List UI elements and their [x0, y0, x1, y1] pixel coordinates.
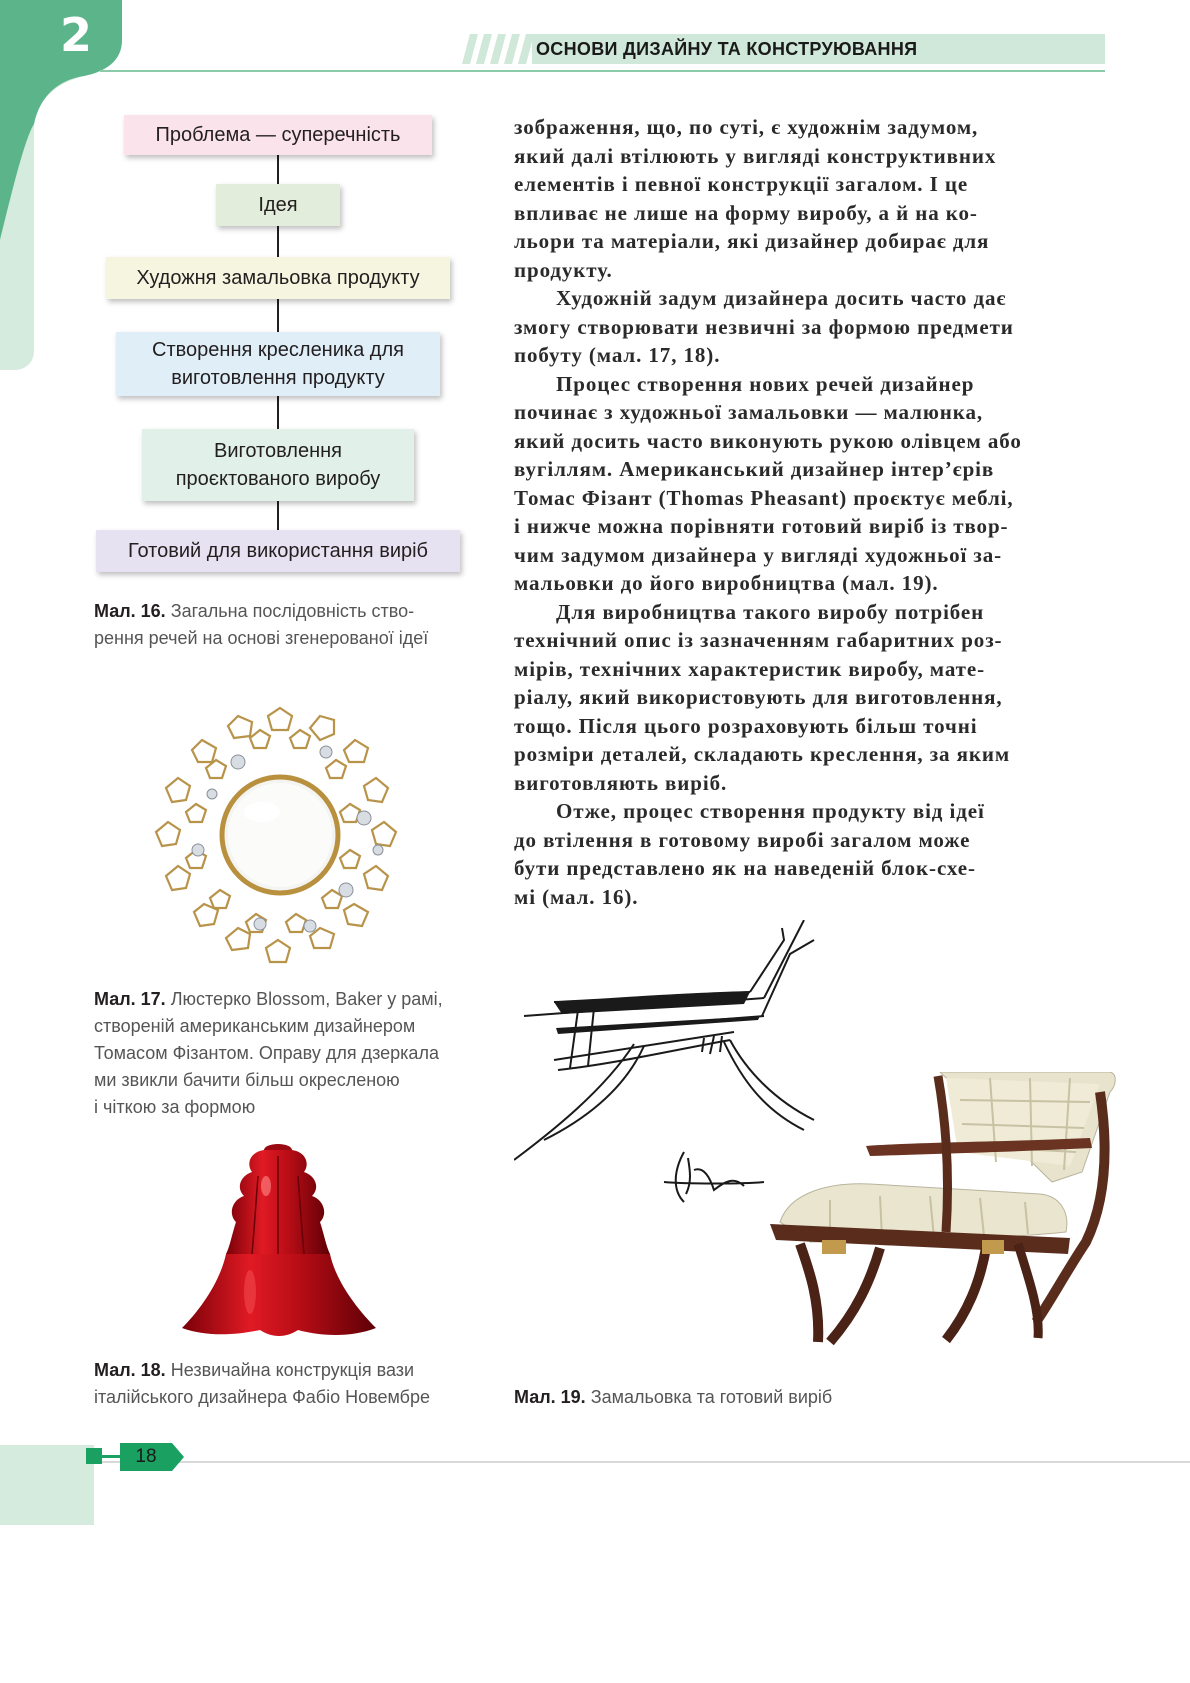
text-line: побуту (мал. 17, 18). — [514, 343, 721, 367]
vase-image — [180, 1142, 380, 1342]
text-line: чим задумом дизайнера у вигляді художньої за- — [514, 542, 1003, 567]
text-line: Для виробництва такого виробу потрібен — [556, 599, 985, 624]
flow-step-label: Готовий для використання виріб — [127, 540, 429, 562]
text-line: зображення, що, по суті, є художнім задумом, — [514, 115, 979, 139]
caption-text: Загальна послідовність ство- — [170, 601, 415, 621]
flow-connector — [277, 396, 279, 429]
armchair-image — [770, 1072, 1120, 1362]
caption-text: італійського дизайнера Фабіо Новембре — [94, 1387, 431, 1407]
caption-text: створеній американським дизайнером — [94, 1016, 416, 1036]
flow-connector — [277, 299, 279, 332]
text-line: який далі втілюють у вигляді конструктивних — [514, 143, 997, 168]
flow-step-label: Ідея — [258, 194, 298, 216]
text-line: тощо. Після цього розраховують більш точні — [514, 713, 978, 738]
body-text — [514, 113, 1106, 911]
footer-divider — [94, 1461, 1190, 1463]
footer-block — [0, 1445, 94, 1525]
figure-label: Мал. 19. — [514, 1387, 586, 1407]
caption-text: рення речей на основі згенерованої ідеї — [94, 628, 429, 648]
text-line: льори та матеріали, які дизайнер добирає для — [514, 229, 990, 253]
header-divider — [100, 70, 1105, 72]
flow-connector — [277, 153, 279, 184]
text-line: Отже, процес створення продукту від ідеї — [556, 799, 985, 823]
flow-step-label: Створення кресленика для — [152, 339, 404, 361]
figure-label: Мал. 18. — [94, 1360, 166, 1380]
text-line: технічний опис із зазначенням габаритних роз- — [514, 628, 1003, 652]
flow-step-problem — [124, 115, 432, 155]
text-line: вугіллям. Американський дизайнер інтер’єрів — [514, 457, 995, 481]
caption-text: Замальовка та готовий виріб — [590, 1387, 833, 1407]
footer-dash — [102, 1455, 120, 1458]
caption-text: Томасом Фізантом. Оправу для дзеркала — [94, 1043, 439, 1063]
flow-step-manufacturing — [142, 429, 414, 501]
figure-19-caption — [514, 1384, 1034, 1411]
flow-step-finished — [96, 530, 460, 572]
text-line: мі (мал. 16). — [514, 884, 639, 909]
text-line: змогу створювати незвичні за формою предмети — [514, 314, 1014, 339]
text-line: продукту. — [514, 257, 613, 282]
flow-step-label: Художня замальовка продукту — [136, 267, 420, 289]
footer-marker — [86, 1448, 102, 1464]
text-line: елементів і певної конструкції загалом. І це — [514, 172, 969, 196]
caption-text: і чіткою за формою — [94, 1097, 256, 1117]
text-line: починає з художньої замальовки — малюнка, — [514, 400, 983, 424]
flow-step-label: Виготовлення — [214, 440, 342, 462]
flow-connector — [277, 501, 279, 530]
text-line: бути представлено як на наведеній блок-схе- — [514, 856, 976, 880]
caption-text: Незвичайна конструкція вази — [170, 1360, 415, 1380]
caption-text: Люстерко Blossom, Baker у рамі, — [170, 989, 443, 1009]
chapter-number: 2 — [59, 8, 92, 62]
page-number: 18 — [135, 1446, 157, 1467]
figure-label: Мал. 16. — [94, 601, 166, 621]
flow-step-idea — [216, 184, 340, 226]
text-line: впливає не лише на форму виробу, а й на ко- — [514, 200, 978, 225]
flow-step-sketch — [106, 257, 450, 299]
header-stripes — [462, 34, 534, 64]
text-line: Томас Фізант (Thomas Pheasant) проєктує меблі, — [514, 485, 1014, 510]
flow-connector — [277, 226, 279, 257]
text-line: і нижче можна порівняти готовий виріб із твор- — [514, 514, 1009, 538]
text-line: ріалу, який використовують для виготовлення, — [514, 685, 1003, 709]
text-line: розміри деталей, складають креслення, за яким — [514, 742, 1011, 766]
text-line: Художній задум дизайнера досить часто дає — [556, 286, 1007, 310]
figure-17-caption — [94, 986, 462, 1121]
section-title: ОСНОВИ ДИЗАЙНУ ТА КОНСТРУЮВАННЯ — [536, 39, 918, 59]
flow-step-label: Проблема — суперечність — [155, 124, 401, 146]
text-line: мірів, технічних характеристик виробу, мате- — [514, 656, 986, 681]
text-line: Процес створення нових речей дизайнер — [556, 371, 975, 396]
flow-step-drawing — [116, 332, 440, 396]
caption-text: ми звикли бачити більш окресленою — [94, 1070, 400, 1090]
text-line: мальовки до його виробництва (мал. 19). — [514, 571, 939, 595]
figure-16-caption — [94, 598, 462, 652]
flow-step-label: виготовлення продукту — [171, 367, 385, 389]
figure-18-caption — [94, 1357, 462, 1411]
text-line: виготовляють виріб. — [514, 770, 728, 795]
text-line: до втілення в готовому виробі загалом може — [514, 827, 971, 852]
figure-label: Мал. 17. — [94, 989, 166, 1009]
mirror-image — [150, 700, 410, 970]
flow-step-label: проєктованого виробу — [175, 468, 381, 490]
text-line: який досить часто виконують рукою олівцем або — [514, 428, 1022, 453]
